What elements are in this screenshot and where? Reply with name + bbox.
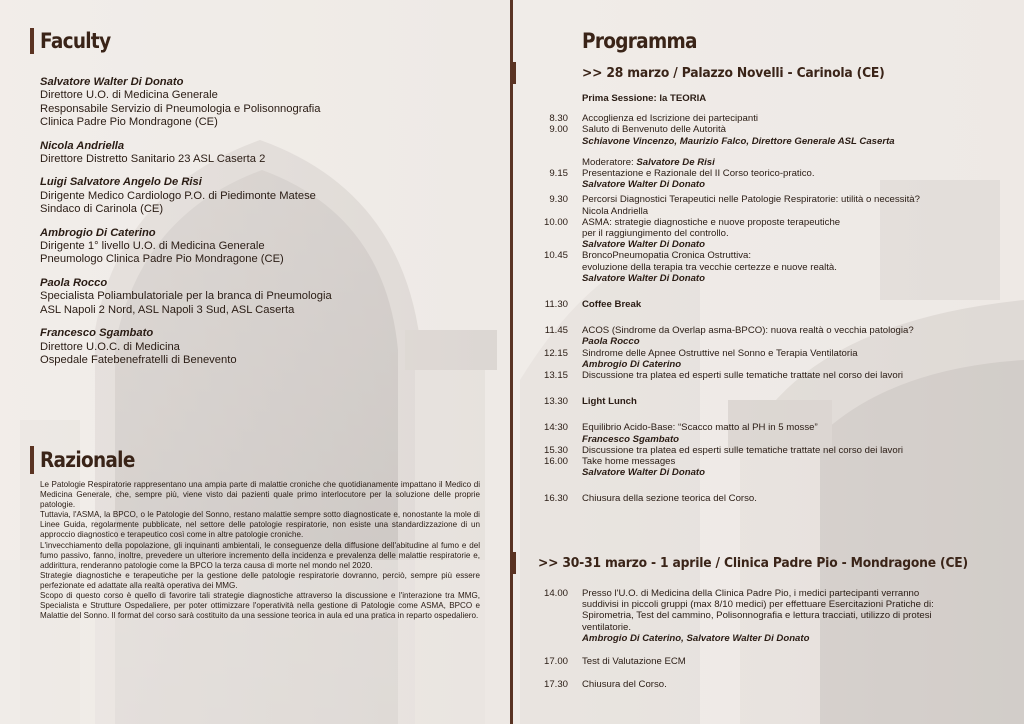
member-role: Specialista Poliambulatoriale per la branca di Pneumologia — [40, 290, 332, 303]
program-text: Test di Valutazione ECM — [582, 656, 686, 668]
program-text: Chiusura del Corso. — [582, 679, 667, 691]
member-role: Direttore U.O.C. di Medicina — [40, 340, 180, 353]
member-name: Paola Rocco — [40, 276, 108, 289]
program-speaker: Paola Rocco — [582, 336, 640, 348]
lunch-label: Light Lunch — [582, 396, 637, 408]
razionale-paragraph: Scopo di questo corso è quello di favorire tali strategie diagnostiche attraverso la discussione e l'interazione tra MMG, Specialista e Strutture Ospedaliere, per poter ottimizzare l'operatività nella gestione di Patologie come ASMA, BPCO e Malattie del Sonno. Il format del corso sarà costituito da una sessione teorica in aula ed una pratica in reparto ospedaliero. — [40, 591, 480, 621]
programma-heading — [582, 28, 712, 54]
program-row — [536, 422, 1006, 444]
program-row — [536, 370, 1006, 381]
program-text-cont: evoluzione della terapia tra vecchie certezze e nuove realtà. — [582, 261, 837, 273]
program-speaker: Francesco Sgambato — [582, 433, 680, 445]
program-row — [536, 493, 1006, 504]
program-row — [536, 250, 1006, 284]
member-name: Ambrogio Di Caterino — [40, 226, 156, 239]
program-time: 17.00 — [543, 656, 568, 668]
program-row — [536, 348, 1006, 370]
program-text: Chiusura della sezione teorica del Corso. — [582, 493, 757, 505]
faculty-heading-bar — [30, 28, 34, 54]
program-speaker: Salvatore Walter Di Donato — [582, 179, 705, 191]
page-fold-divider — [510, 0, 513, 724]
faculty-heading — [30, 28, 120, 54]
faculty-member — [40, 140, 500, 167]
coffee-break-label: Coffee Break — [582, 299, 642, 311]
program-speaker: Schiavone Vincenzo, Maurizio Falco, Direttore Generale ASL Caserta — [582, 135, 895, 147]
program-speaker: Salvatore Walter Di Donato — [582, 239, 705, 251]
faculty-title: Faculty — [40, 29, 111, 53]
day2-header-text: >> 30-31 marzo - 1 aprile / Clinica Padre Pio - Mondragone (CE) — [538, 555, 968, 571]
member-name: Nicola Andriella — [40, 139, 125, 152]
program-row — [536, 445, 1006, 456]
razionale-text — [40, 480, 480, 621]
member-name: Salvatore Walter Di Donato — [40, 76, 184, 88]
razionale-paragraph: Strategie diagnostiche e terapeutiche per la gestione delle patologie respiratorie dovranno, perciò, sempre più essere perfezionate ed adattate alla realtà operativa dei MMG. — [40, 570, 480, 590]
program-time: 11.30 — [544, 299, 568, 311]
member-name: Luigi Salvatore Angelo De Risi — [40, 176, 202, 189]
program-row — [536, 217, 1006, 251]
member-role: Responsabile Servizio di Pneumologia e Polisonnografia — [40, 102, 321, 115]
program-time: 12.15 — [543, 347, 568, 359]
razionale-heading-bar — [30, 446, 34, 474]
member-role: Pneumologo Clinica Padre Pio Mondragone (CE) — [40, 253, 284, 266]
program-text: Sindrome delle Apnee Ostruttive nel Sonno e Terapia Ventilatoria — [582, 347, 858, 359]
program-row — [536, 679, 1006, 690]
program-text-cont: Spirometria, Test del cammino, Polisonnografia e lettura tracciati, utilizzo di protesi — [582, 610, 932, 622]
program-text: Percorsi Diagnostici Terapeutici nelle Patologie Respiratorie: utilità o necessità? — [582, 194, 920, 206]
program-text: Equilibrio Acido-Base: “Scacco matto al PH in 5 mosse” — [582, 422, 818, 434]
razionale-title: Razionale — [40, 448, 135, 472]
coffee-break-row — [536, 299, 1006, 310]
program-row — [536, 588, 1006, 644]
program-text: Discussione tra platea ed esperti sulle tematiche trattate nel corso dei lavori — [582, 444, 904, 456]
day2-header — [512, 552, 1024, 574]
program-text: Presso l'U.O. di Medicina della Clinica Padre Pio, i medici partecipanti verranno — [582, 588, 920, 599]
day2-header-bar — [512, 552, 516, 574]
lunch-row — [536, 396, 1006, 407]
program-text-cont: ventilatorie. — [582, 621, 632, 633]
program-time: 14.00 — [543, 588, 568, 599]
member-role: Direttore U.O. di Medicina Generale — [40, 89, 218, 102]
day1-header-text: >> 28 marzo / Palazzo Novelli - Carinola (CE) — [582, 65, 885, 81]
program-text: Accoglienza ed Iscrizione dei partecipanti — [582, 113, 758, 125]
program-time: 13.30 — [543, 396, 568, 408]
program-time: 9.00 — [549, 124, 568, 136]
moderator-label: Moderatore: — [582, 156, 637, 168]
member-role: Sindaco di Carinola (CE) — [40, 203, 164, 216]
faculty-list — [40, 76, 500, 375]
program-row — [536, 124, 1006, 146]
faculty-member — [40, 227, 500, 267]
program-text: Take home messages — [582, 456, 676, 468]
moderator-name: Salvatore De Risi — [636, 156, 715, 168]
program-time: 16.00 — [543, 456, 568, 468]
program-time: 11.45 — [544, 325, 568, 337]
program-time: 16.30 — [543, 493, 568, 505]
member-role: Direttore Distretto Sanitario 23 ASL Caserta 2 — [40, 153, 266, 166]
program-time: 10.45 — [543, 250, 568, 262]
program-speaker: Ambrogio Di Caterino — [582, 358, 682, 370]
program-text-cont: per il raggiungimento del controllo. — [582, 228, 729, 240]
razionale-paragraph: Le Patologie Respiratorie rappresentano una ampia parte di malattie croniche che quotidianamente impattano il Medico di Medicina Generale, che, sempre più, viene visto dai pazienti quale primo interlocutore per la soluzione delle proprie patologie. — [40, 480, 480, 510]
day1-header — [512, 62, 1024, 84]
moderator-row — [536, 157, 1006, 168]
member-name: Francesco Sgambato — [40, 327, 154, 340]
program-row — [536, 194, 1006, 216]
programma-title: Programma — [582, 29, 697, 53]
faculty-member — [40, 327, 500, 367]
program-text: ASMA: strategie diagnostiche e nuove proposte terapeutiche — [582, 216, 841, 228]
razionale-paragraph: Tuttavia, l'ASMA, la BPCO, o le Patologie del Sonno, restano malattie sempre sotto diagnosticate e, nonostante la mole di Linee Guida, regolarmente pubblicate, nel settore delle patologie respiratorie, non esiste una standardizzazione di un approccio diagnostico e terapeutico così come in altre patologie croniche. — [40, 510, 480, 540]
program-time: 10.00 — [543, 216, 568, 228]
faculty-member — [40, 176, 500, 216]
program-speaker: Salvatore Walter Di Donato — [582, 272, 705, 284]
razionale-paragraph: L'invecchiamento della popolazione, gli inquinanti ambientali, le conseguenze della diffusione dell'abitudine al fumo e del fumo passivo, fanno, inoltre, prevedere un ulteriore incremento della incidenza e prevalenza delle malattie respiratorie e, addirittura, renderanno patologie come la BPCO la terza causa di morte nel mondo nel 2020. — [40, 540, 480, 570]
faculty-member — [40, 76, 500, 130]
program-time: 14:30 — [543, 422, 568, 434]
day1-header-bar — [512, 62, 516, 84]
program-row — [536, 656, 1006, 667]
program-speaker: Salvatore Walter Di Donato — [582, 467, 705, 479]
razionale-heading — [30, 446, 148, 474]
program-time: 8.30 — [549, 113, 568, 125]
programma-day2 — [536, 588, 1006, 690]
member-role: Dirigente Medico Cardiologo P.O. di Piedimonte Matese — [40, 189, 316, 202]
programma-day1 — [536, 93, 1006, 505]
program-text: Saluto di Benvenuto delle Autorità — [582, 124, 727, 136]
member-role: Dirigente 1° livello U.O. di Medicina Generale — [40, 240, 265, 253]
program-row — [536, 456, 1006, 478]
program-speaker-plain: Nicola Andriella — [582, 205, 649, 217]
member-role: ASL Napoli 2 Nord, ASL Napoli 3 Sud, ASL Caserta — [40, 303, 295, 316]
program-text: ACOS (Sindrome da Overlap asma-BPCO): nuova realtà o vecchia patologia? — [582, 325, 914, 337]
program-time: 13.15 — [543, 370, 568, 382]
program-row — [536, 325, 1006, 347]
program-time: 9.30 — [549, 194, 568, 206]
program-text: Discussione tra platea ed esperti sulle tematiche trattate nel corso dei lavori — [582, 370, 904, 382]
program-time: 9.15 — [549, 168, 568, 180]
program-time: 15.30 — [543, 444, 568, 456]
program-time: 17.30 — [543, 679, 568, 691]
session-title: Prima Sessione: la TEORIA — [582, 93, 707, 104]
faculty-member — [40, 277, 500, 317]
program-speaker: Ambrogio Di Caterino, Salvatore Walter Di Donato — [582, 632, 810, 644]
session-title-row — [536, 93, 1006, 104]
program-row — [536, 168, 1006, 190]
member-role: Clinica Padre Pio Mondragone (CE) — [40, 116, 218, 129]
member-role: Ospedale Fatebenefratelli di Benevento — [40, 353, 237, 366]
program-text-cont: suddivisi in piccoli gruppi (max 8/10 medici) per effettuare Esercitazioni Pratiche di: — [582, 599, 934, 611]
program-text: Presentazione e Razionale del II Corso teorico-pratico. — [582, 168, 815, 180]
program-row — [536, 113, 1006, 124]
program-text: BroncoPneumopatia Cronica Ostruttiva: — [582, 250, 752, 262]
